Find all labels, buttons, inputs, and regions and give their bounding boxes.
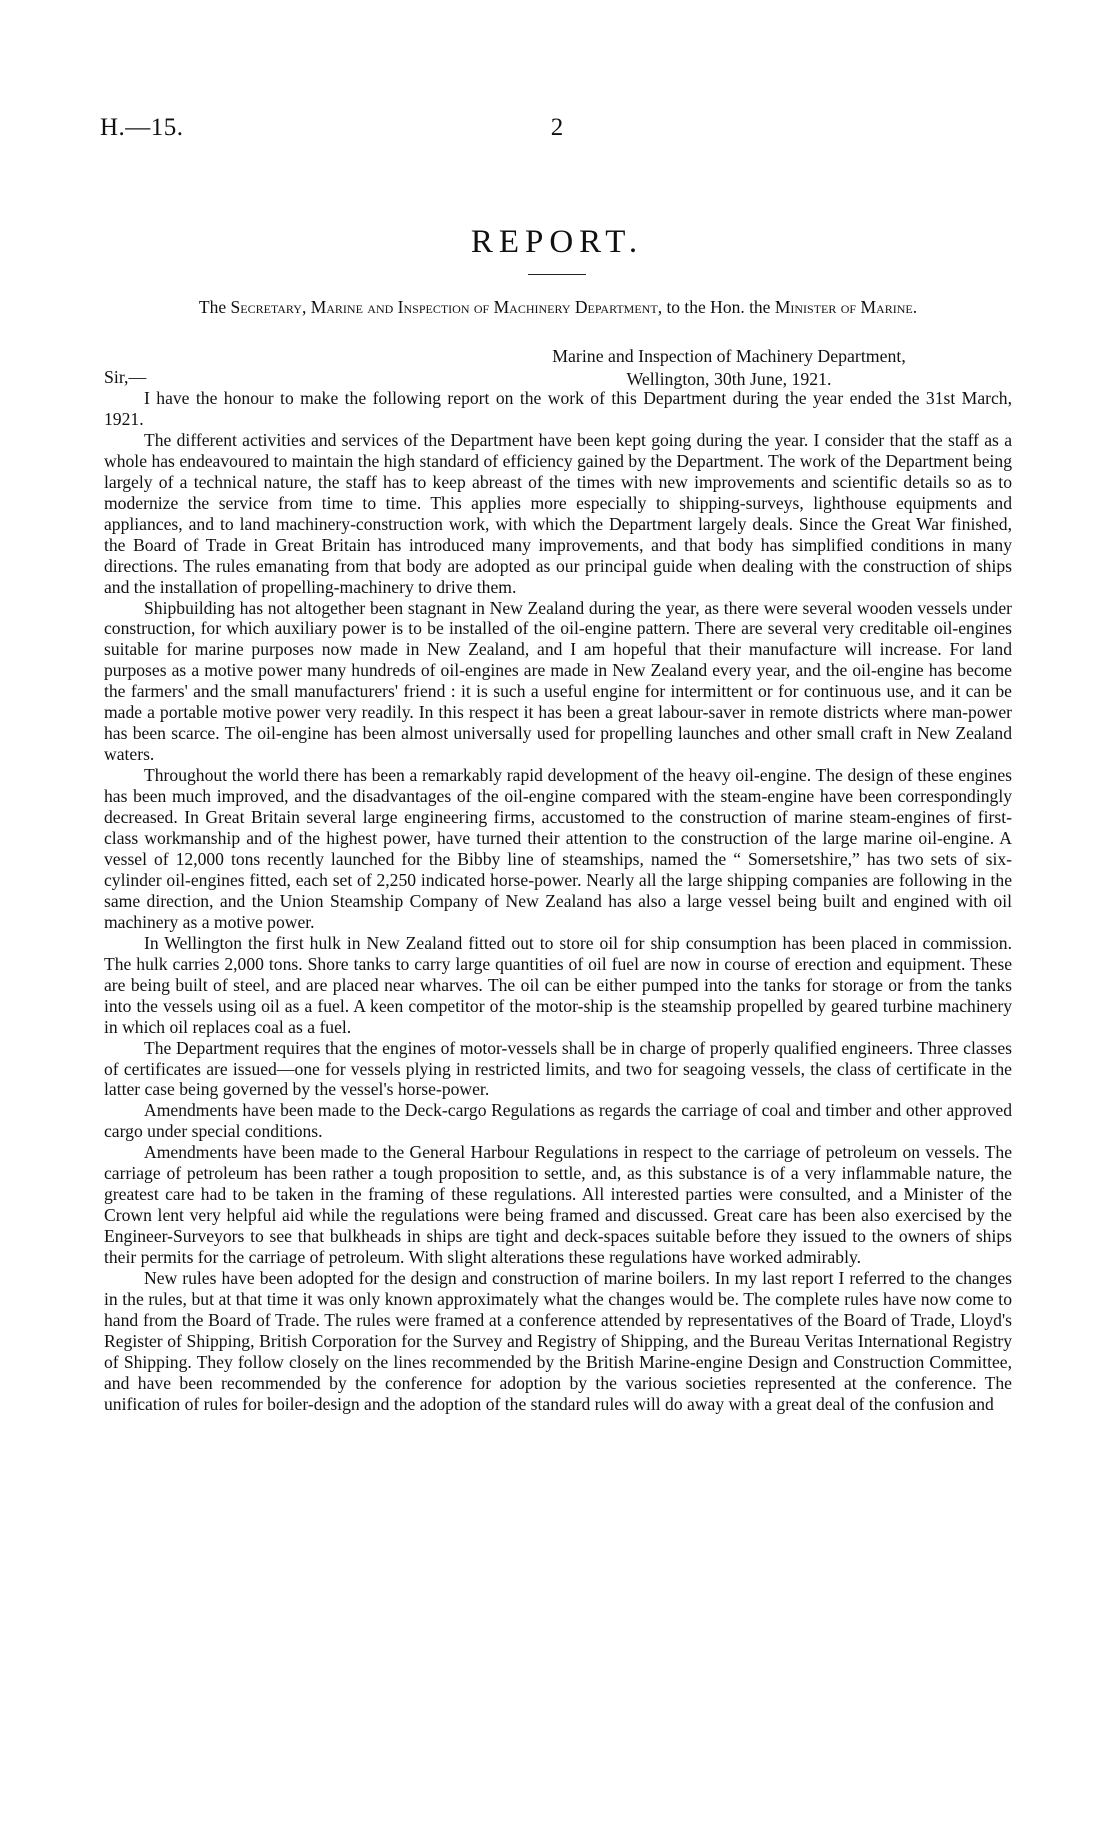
paragraph: The different activities and services of the Department have been kept going during the year. I consider that the staff as a whole has endeavoured to maintain the high standard of efficiency gained by the Department. The work of the Department being largely of a technical nature, the staff has to keep abreast of the times with new improvements and scientific details so as to modernize the service from time to time. This applies more especially to shipping-surveys, lighthouse equipments and appliances, and to land machinery-construction work, with which the Department largely deals. Since the Great War finished, the Board of Trade in Great Britain has introduced many improvements, and that body has simplified conditions in many directions. The rules emanating from that body are adopted as our principal guide when dealing with the construction of ships and the installation of propelling-machinery to drive them. [104,429,1012,597]
paragraph: Shipbuilding has not altogether been stagnant in New Zealand during the year, as there were several wooden vessels under construction, for which auxiliary power is to be installed of the oil-engine pattern. There are several very creditable oil-engines suitable for marine purposes now made in New Zealand, and I am hopeful that their manufacture will increase. For land purposes as a motive power many hundreds of oil-engines are made in New Zealand every year, and the oil-engine has become the farmers' and the small manufacturers' friend : it is such a useful engine for intermittent or for continuous use, and it can be made a portable motive power very readily. In this respect it has been a great labour-saver in remote districts where man-power has been scarce. The oil-engine has been almost universally used for propelling launches and other small craft in New Zealand waters. [104,597,1012,765]
paragraph: The Department requires that the engines of motor-vessels shall be in charge of properly qualified engineers. Three classes of certificates are issued—one for vessels plying in restricted limits, and two for seagoing vessels, the class of certificate in the latter case being governed by the vessel's horse-power. [104,1037,1012,1100]
paragraph: New rules have been adopted for the design and construction of marine boilers. In my last report I referred to the changes in the rules, but at that time it was only known approximately what the changes would be. The complete rules have now come to hand from the Board of Trade. The rules were framed at a conference attended by representatives of the Board of Trade, Lloyd's Register of Shipping, British Corporation for the Survey and Registry of Shipping, and the Bureau Veritas International Registry of Shipping. They follow closely on the lines recommended by the British Marine-engine Design and Construction Committee, and have been recommended by the conference for adoption by the various societies represented at the conference. The unification of rules for boiler-design and the adoption of the standard rules will do away with a great deal of the confusion and [104,1268,1012,1414]
title-rule [528,274,586,275]
paragraph: Amendments have been made to the Deck-cargo Regulations as regards the carriage of coal and timber and other approved cargo under special conditions. [104,1100,1012,1142]
salutation: Sir,— [104,367,147,387]
paragraph: I have the honour to make the following report on the work of this Department during the year ended the 31st March, 1921. [104,388,1012,429]
report-body [104,388,1012,1415]
paragraph: Throughout the world there has been a remarkably rapid development of the heavy oil-engine. The design of these engines has been much improved, and the disadvantages of the oil-engine compared with the steam-engine have been correspondingly decreased. In Great Britain several large engineering firms, accustomed to the construction of marine steam-engines of first-class workmanship and of the highest power, have turned their attention to the construction of the large marine oil-engine. A vessel of 12,000 tons recently launched for the Bibby line of steamships, named the “ Somersetshire,” has two sets of six-cylinder oil-engines fitted, each set of 2,250 indicated horse-power. Nearly all the large shipping companies are following in the same direction, and the Union Steamship Company of New Zealand has also a large vessel being built and engined with oil machinery as a motive power. [104,765,1012,932]
addressee-suffix: . [912,297,918,317]
report-title: REPORT. [470,224,644,260]
addressee-line [104,297,1012,318]
recipient-title: Minister of Marine [774,297,913,317]
sender-title: Secretary, Marine and Inspection of Machinery Department [230,297,658,317]
addressee-prefix: The [198,297,231,317]
addressee-middle: , to the Hon. the [657,297,775,317]
office-line: Marine and Inspection of Machinery Department, [552,346,906,366]
page-header [0,114,1114,148]
letter-origin [534,345,924,391]
paragraph: In Wellington the first hulk in New Zealand fitted out to store oil for ship consumption has been placed in commission. The hulk carries 2,000 tons. Shore tanks to carry large quantities of oil fuel are now in course of erection and equipment. These are being built of steel, and are placed near wharves. The oil can be either pumped into the tanks for storage or from the tanks into the vessels using oil as a fuel. A keen competitor of the motor-ship is the steamship propelled by geared turbine machinery in which oil replaces coal as a fuel. [104,932,1012,1037]
page-number: 2 [550,114,564,141]
place-date-line: Wellington, 30th June, 1921. [626,369,832,389]
paragraph: Amendments have been made to the General Harbour Regulations in respect to the carriage of petroleum on vessels. The carriage of petroleum has been rather a tough proposition to settle, and, as this substance is of a very inflammable nature, the greatest care had to be taken in the framing of these regulations. All interested parties were consulted, and a Minister of the Crown lent very helpful aid while the regulations were being framed and discussed. Great care has been also exercised by the Engineer-Surveyors to see that bulkheads in ships are tight and deck-spaces suitable before they issued to the owners of ships their permits for the carriage of petroleum. With slight alterations these regulations have worked admirably. [104,1142,1012,1268]
document-reference: H.—15. [100,114,184,141]
